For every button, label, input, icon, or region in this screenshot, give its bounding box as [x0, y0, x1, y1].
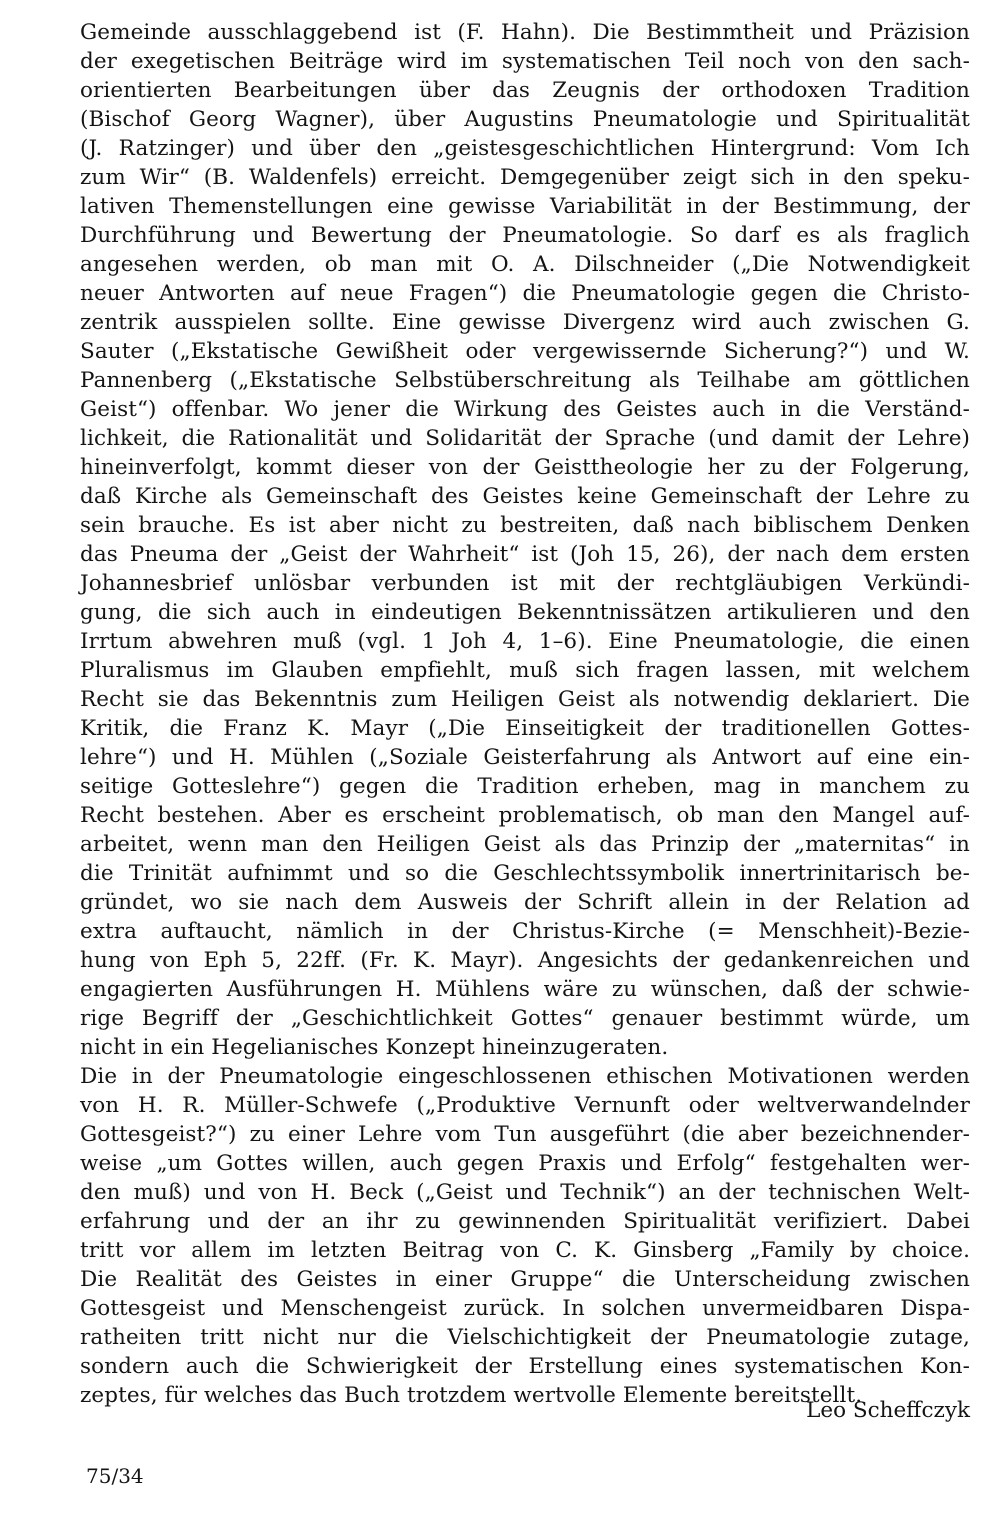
text-line: Die Realität des Geistes in einer Gruppe“ die Unterscheidung zwischen: [80, 1267, 970, 1292]
text-line: lativen Themenstellungen eine gewisse Variabilität in der Bestimmung, der: [80, 194, 970, 219]
text-line: tritt vor allem im letzten Beitrag von C. K. Ginsberg „Family by choice.: [80, 1238, 970, 1263]
text-line: gung, die sich auch in eindeutigen Bekenntnissätzen artikulieren und den: [80, 600, 970, 625]
text-line: daß Kirche als Gemeinschaft des Geistes keine Gemeinschaft der Lehre zu: [80, 484, 970, 509]
text-line: orientierten Bearbeitungen über das Zeugnis der orthodoxen Tradition: [80, 78, 970, 103]
text-line: Recht sie das Bekenntnis zum Heiligen Geist als notwendig deklariert. Die: [80, 687, 970, 712]
text-line: hineinverfolgt, kommt dieser von der Geisttheologie her zu der Folgerung,: [80, 455, 970, 480]
text-line: Geist“) offenbar. Wo jener die Wirkung des Geistes auch in die Verständ-: [80, 397, 970, 422]
paragraph-end-line: zeptes, für welches das Buch trotzdem wertvolle Elemente bereitstellt.: [80, 1383, 863, 1408]
text-line: das Pneuma der „Geist der Wahrheit“ ist (Joh 15, 26), der nach dem ersten: [80, 542, 970, 567]
text-line: neuer Antworten auf neue Fragen“) die Pneumatologie gegen die Christo-: [80, 281, 970, 306]
text-line: zum Wir“ (B. Waldenfels) erreicht. Demgegenüber zeigt sich in den speku-: [80, 165, 970, 190]
text-line: erfahrung und der an ihr zu gewinnenden Spiritualität verifiziert. Dabei: [80, 1209, 970, 1234]
text-line: Recht bestehen. Aber es erscheint problematisch, ob man den Mangel auf-: [80, 803, 970, 828]
text-line: (J. Ratzinger) und über den „geistesgeschichtlichen Hintergrund: Vom Ich: [80, 136, 970, 161]
text-line: Die in der Pneumatologie eingeschlossenen ethischen Motivationen werden: [80, 1064, 970, 1089]
text-line: arbeitet, wenn man den Heiligen Geist als das Prinzip der „maternitas“ in: [80, 832, 970, 857]
paragraph-end-line: nicht in ein Hegelianisches Konzept hineinzugeraten.: [80, 1035, 669, 1060]
text-line: gründet, wo sie nach dem Ausweis der Schrift allein in der Relation ad: [80, 890, 970, 915]
text-line: ratheiten tritt nicht nur die Vielschichtigkeit der Pneumatologie zutage,: [80, 1325, 970, 1350]
text-line: Kritik, die Franz K. Mayr („Die Einseitigkeit der traditionellen Gottes-: [80, 716, 970, 741]
text-line: Johannesbrief unlösbar verbunden ist mit der rechtgläubigen Verkündi-: [80, 571, 970, 596]
text-line: seitige Gotteslehre“) gegen die Tradition erheben, mag in manchem zu: [80, 774, 970, 799]
article-body: [80, 18, 970, 1410]
text-line: Irrtum abwehren muß (vgl. 1 Joh 4, 1–6). Eine Pneumatologie, die einen: [80, 629, 970, 654]
text-line: von H. R. Müller-Schwefe („Produktive Vernunft oder weltverwandelnder: [80, 1093, 970, 1118]
text-line: extra auftaucht, nämlich in der Christus-Kirche (= Menschheit)-Bezie-: [80, 919, 970, 944]
text-line: Gemeinde ausschlaggebend ist (F. Hahn). Die Bestimmtheit und Präzision: [80, 20, 970, 45]
text-line: Pannenberg („Ekstatische Selbstüberschreitung als Teilhabe am göttlichen: [80, 368, 970, 393]
text-line: angesehen werden, ob man mit O. A. Dilschneider („Die Notwendigkeit: [80, 252, 970, 277]
text-line: weise „um Gottes willen, auch gegen Praxis und Erfolg“ festgehalten wer-: [80, 1151, 970, 1176]
text-line: Pluralismus im Glauben empfiehlt, muß sich fragen lassen, mit welchem: [80, 658, 970, 683]
text-line: zentrik ausspielen sollte. Eine gewisse Divergenz wird auch zwischen G.: [80, 310, 970, 335]
page-number: 75/34: [86, 1464, 144, 1488]
text-line: den muß) und von H. Beck („Geist und Technik“) an der technischen Welt-: [80, 1180, 970, 1205]
text-line: lichkeit, die Rationalität und Solidarität der Sprache (und damit der Lehre): [80, 426, 970, 451]
text-line: Durchführung und Bewertung der Pneumatologie. So darf es als fraglich: [80, 223, 970, 248]
text-line: sein brauche. Es ist aber nicht zu bestreiten, daß nach biblischem Denken: [80, 513, 970, 538]
text-line: hung von Eph 5, 22ff. (Fr. K. Mayr). Angesichts der gedankenreichen und: [80, 948, 970, 973]
text-line: lehre“) und H. Mühlen („Soziale Geisterfahrung als Antwort auf eine ein-: [80, 745, 970, 770]
text-line: Gottesgeist und Menschengeist zurück. In solchen unvermeidbaren Dispa-: [80, 1296, 970, 1321]
text-line: Sauter („Ekstatische Gewißheit oder vergewissernde Sicherung?“) und W.: [80, 339, 970, 364]
text-line: sondern auch die Schwierigkeit der Erstellung eines systematischen Kon-: [80, 1354, 970, 1379]
text-line: der exegetischen Beiträge wird im systematischen Teil noch von den sach-: [80, 49, 970, 74]
text-line: engagierten Ausführungen H. Mühlens wäre zu wünschen, daß der schwie-: [80, 977, 970, 1002]
text-line: die Trinität aufnimmt und so die Geschlechtssymbolik innertrinitarisch be-: [80, 861, 970, 886]
text-line: rige Begriff der „Geschichtlichkeit Gottes“ genauer bestimmt würde, um: [80, 1006, 970, 1031]
text-line: (Bischof Georg Wagner), über Augustins Pneumatologie und Spiritualität: [80, 107, 970, 132]
author-signature: Leo Scheffczyk: [806, 1398, 970, 1423]
text-line: Gottesgeist?“) zu einer Lehre vom Tun ausgeführt (die aber bezeichnender-: [80, 1122, 970, 1147]
